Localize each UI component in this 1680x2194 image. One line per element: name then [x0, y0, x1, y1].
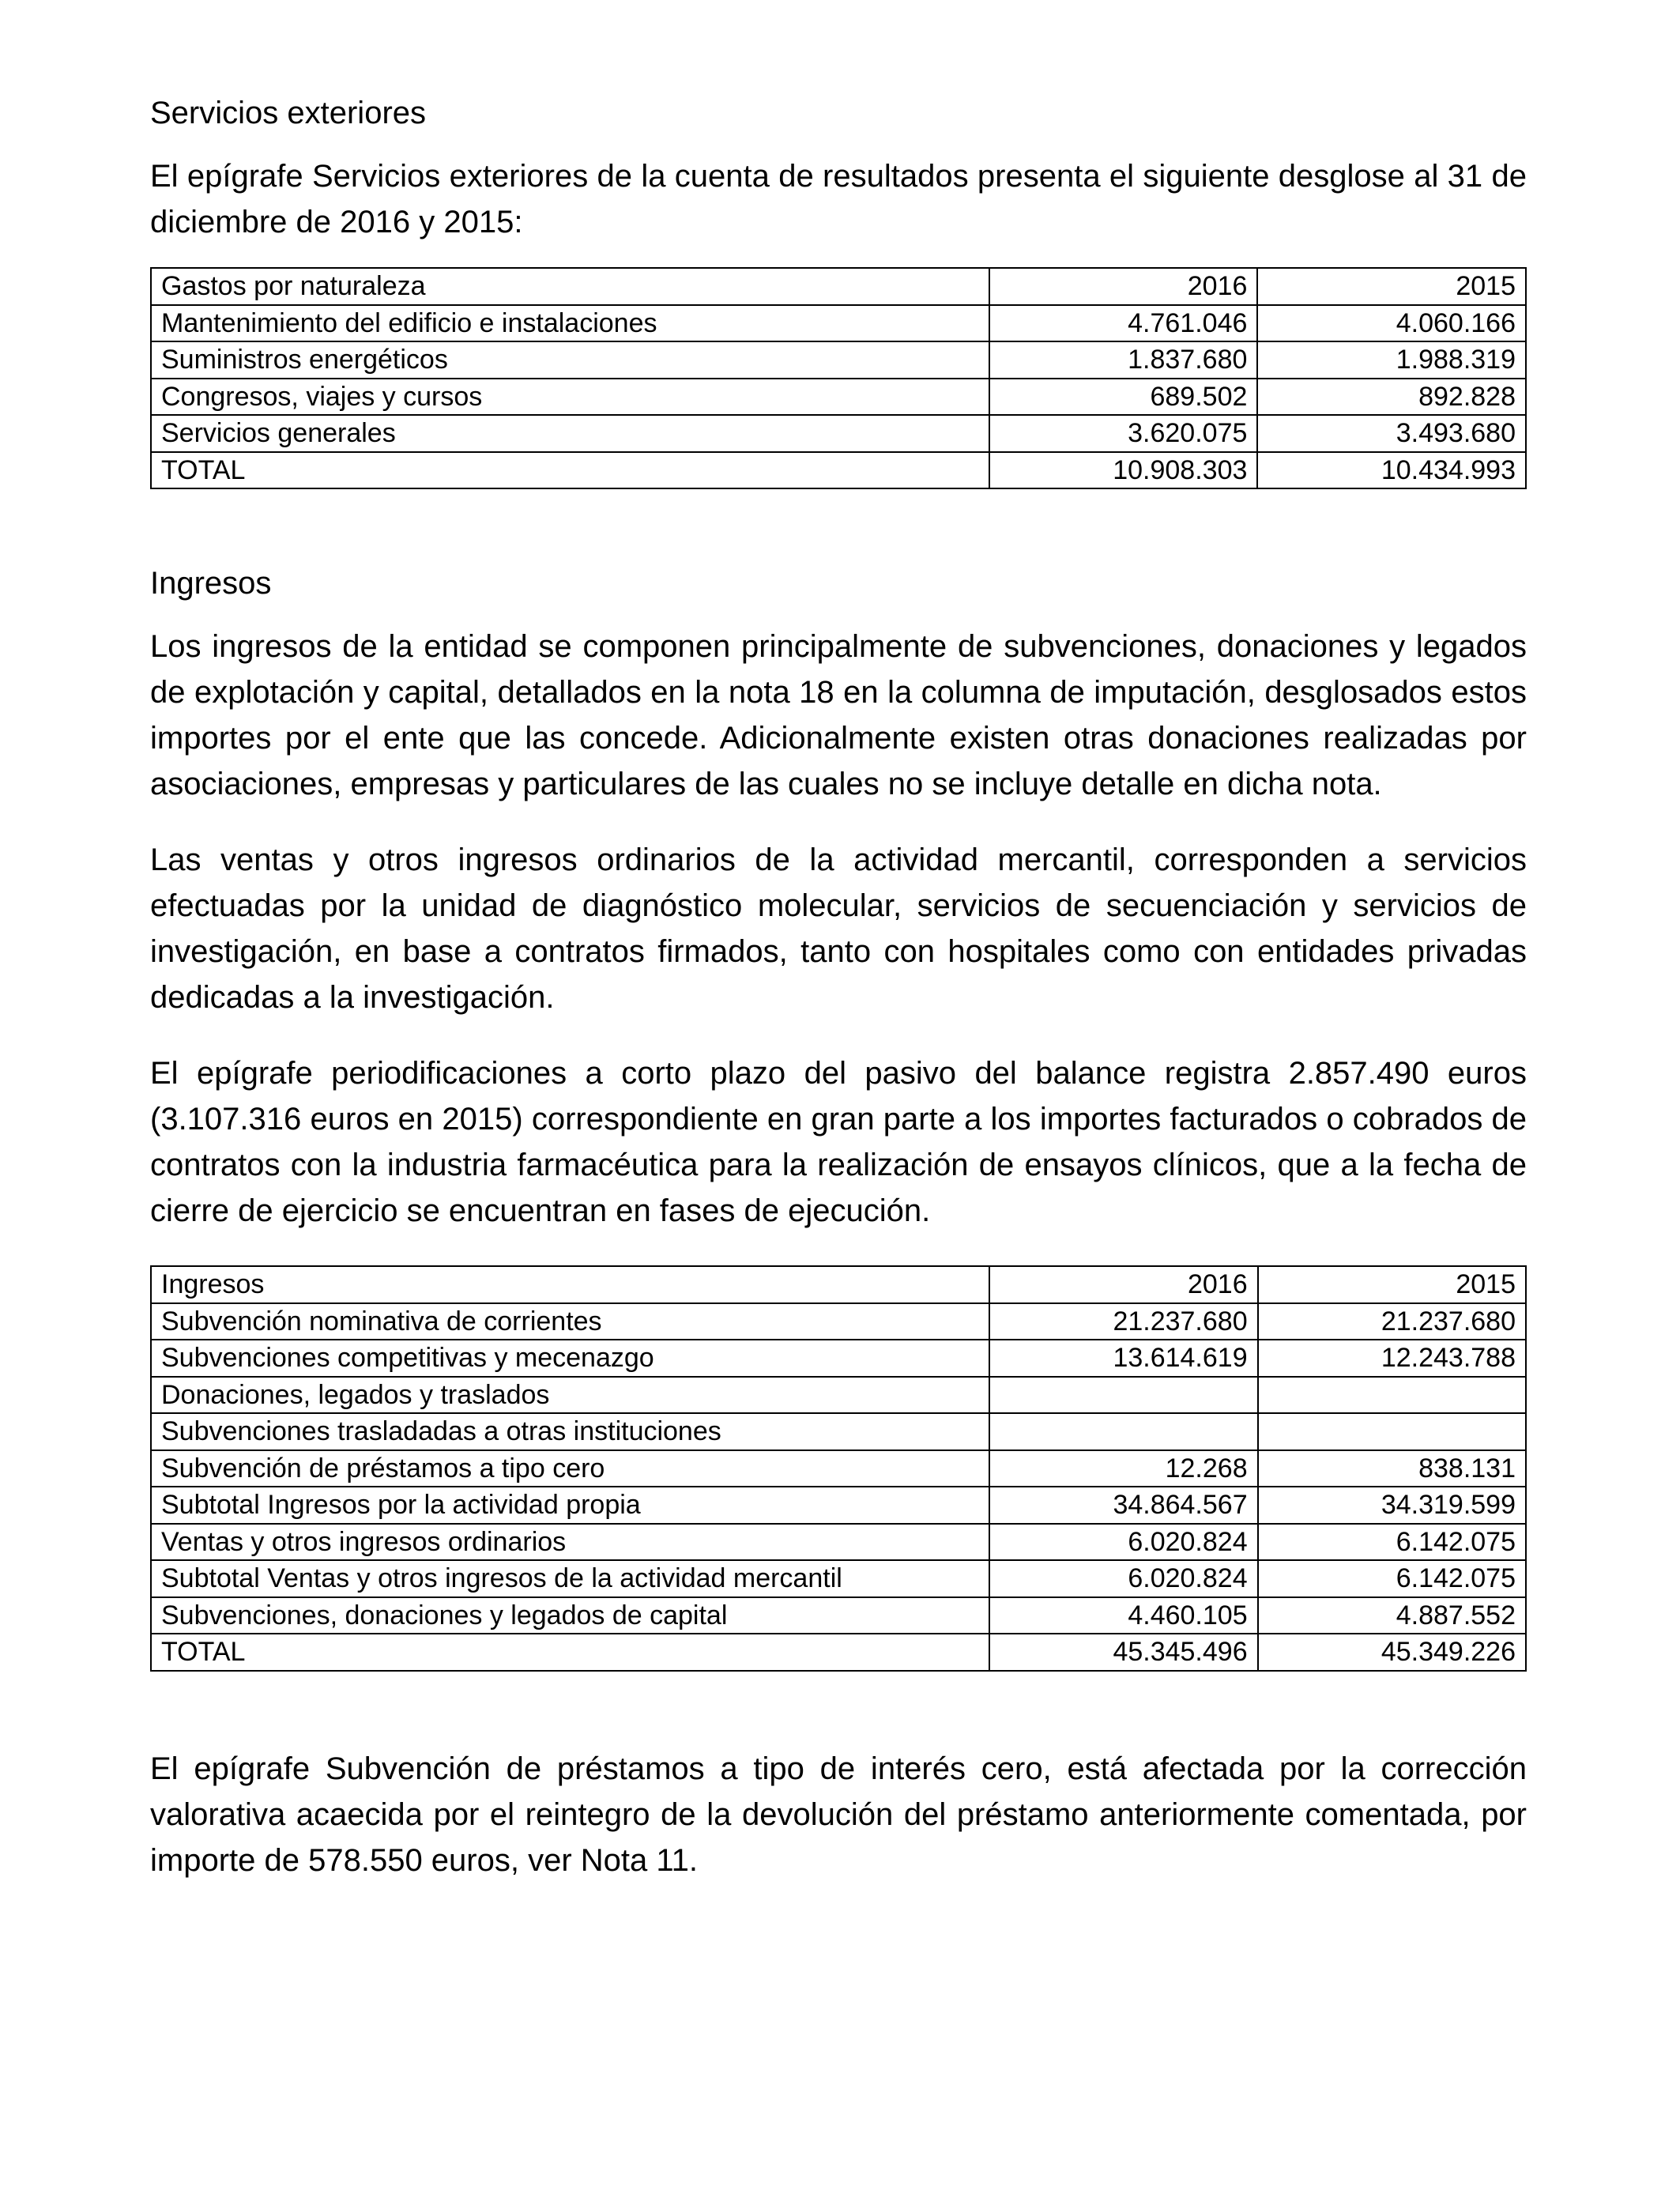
row-label: Subvención de préstamos a tipo cero [151, 1450, 989, 1487]
table-row [151, 379, 1526, 416]
row-value-2016 [989, 1413, 1257, 1450]
table-subtotal-row [151, 1560, 1526, 1597]
row-value-2016: 4.460.105 [989, 1597, 1257, 1634]
row-label: Mantenimiento del edificio e instalaciones [151, 305, 989, 342]
row-value-2016: 4.761.046 [989, 305, 1258, 342]
paragraph-ingresos-2: Las ventas y otros ingresos ordinarios de la actividad mercantil, corresponden a servicios efectuadas por la unidad de diagnóstico molecular, servicios de secuenciación y servicios de investigación, en base a contratos firmados, tanto con hospitales como con entidades privadas dedicadas a la investigación. [150, 843, 1527, 1015]
row-value-2015 [1258, 1377, 1526, 1414]
paragraph-closing: El epígrafe Subvención de préstamos a tipo de interés cero, está afectada por la corrección valorativa acaecida por el reintegro de la devolución del préstamo anteriormente comentada, por importe de 578.550 euros, ver Nota 11. [150, 1751, 1527, 1878]
row-value-2015: 10.434.993 [1257, 452, 1526, 489]
section-heading-servicios: Servicios exteriores [150, 96, 427, 130]
row-value-2015 [1258, 1413, 1526, 1450]
table-row [151, 1524, 1526, 1561]
row-value-2016: 10.908.303 [989, 452, 1258, 489]
row-value-2016: 689.502 [989, 379, 1258, 416]
row-label: Congresos, viajes y cursos [151, 379, 989, 416]
paragraph-servicios-intro: El epígrafe Servicios exteriores de la cuenta de resultados presenta el siguiente desglose al 31 de diciembre de 2016 y 2015: [150, 159, 1527, 239]
row-value-2015: 4.887.552 [1258, 1597, 1526, 1634]
table-row [151, 1303, 1526, 1340]
row-value-2015: 838.131 [1258, 1450, 1526, 1487]
row-value-2016: 13.614.619 [989, 1340, 1257, 1377]
table-row [151, 415, 1526, 452]
row-value-2016: 45.345.496 [989, 1634, 1257, 1671]
row-label: Subvenciones trasladadas a otras instituciones [151, 1413, 989, 1450]
table-total-row [151, 452, 1526, 489]
row-label: Subvenciones, donaciones y legados de capital [151, 1597, 989, 1634]
row-value-2015: 1.988.319 [1257, 341, 1526, 379]
paragraph-ingresos-3: El epígrafe periodificaciones a corto plazo del pasivo del balance registra 2.857.490 euros (3.107.316 euros en 2015) correspondiente en gran parte a los importes facturados o cobrados de contratos con la industria farmacéutica para la realización de ensayos clínicos, que a la fecha de cierre de ejercicio se encuentran en fases de ejecución. [150, 1056, 1527, 1228]
row-label: Suministros energéticos [151, 341, 989, 379]
row-label: TOTAL [151, 1634, 989, 1671]
table-row [151, 1413, 1526, 1450]
table-row [151, 1340, 1526, 1377]
table-row [151, 305, 1526, 342]
column-header-concept: Ingresos [151, 1266, 989, 1303]
row-label: Ventas y otros ingresos ordinarios [151, 1524, 989, 1561]
row-value-2016: 34.864.567 [989, 1487, 1257, 1524]
column-header-2016: 2016 [989, 268, 1258, 305]
table-header-row [151, 268, 1526, 305]
document-page [150, 93, 1527, 1883]
row-value-2015: 6.142.075 [1258, 1560, 1526, 1597]
row-label: Subtotal Ingresos por la actividad propia [151, 1487, 989, 1524]
table-header-row [151, 1266, 1526, 1303]
row-value-2015: 45.349.226 [1258, 1634, 1526, 1671]
row-value-2015: 4.060.166 [1257, 305, 1526, 342]
column-header-concept: Gastos por naturaleza [151, 268, 989, 305]
table-row [151, 1450, 1526, 1487]
table-row [151, 1597, 1526, 1634]
table-row [151, 341, 1526, 379]
table-total-row [151, 1634, 1526, 1671]
row-value-2015: 34.319.599 [1258, 1487, 1526, 1524]
table-row [151, 1377, 1526, 1414]
row-label: Servicios generales [151, 415, 989, 452]
paragraph-ingresos-1: Los ingresos de la entidad se componen principalmente de subvenciones, donaciones y legados de explotación y capital, detallados en la nota 18 en la columna de imputación, desglosados estos importes por el ente que las concede. Adicionalmente existen otras donaciones realizadas por asociaciones, empresas y particulares de las cuales no se incluye detalle en dicha nota. [150, 629, 1527, 801]
section-heading-ingresos: Ingresos [150, 566, 272, 601]
row-value-2015: 892.828 [1257, 379, 1526, 416]
row-label: Donaciones, legados y traslados [151, 1377, 989, 1414]
table-servicios-exteriores [150, 267, 1527, 489]
column-header-2015: 2015 [1258, 1266, 1526, 1303]
row-value-2016: 1.837.680 [989, 341, 1258, 379]
row-label: Subvenciones competitivas y mecenazgo [151, 1340, 989, 1377]
row-value-2016: 6.020.824 [989, 1524, 1257, 1561]
row-label: Subtotal Ventas y otros ingresos de la actividad mercantil [151, 1560, 989, 1597]
row-value-2016: 6.020.824 [989, 1560, 1257, 1597]
row-value-2015: 6.142.075 [1258, 1524, 1526, 1561]
row-value-2016: 21.237.680 [989, 1303, 1257, 1340]
row-value-2016: 3.620.075 [989, 415, 1258, 452]
row-value-2015: 21.237.680 [1258, 1303, 1526, 1340]
column-header-2016: 2016 [989, 1266, 1257, 1303]
table-ingresos [150, 1265, 1527, 1672]
row-label: Subvención nominativa de corrientes [151, 1303, 989, 1340]
row-value-2016: 12.268 [989, 1450, 1257, 1487]
table-subtotal-row [151, 1487, 1526, 1524]
column-header-2015: 2015 [1257, 268, 1526, 305]
row-value-2015: 12.243.788 [1258, 1340, 1526, 1377]
row-value-2015: 3.493.680 [1257, 415, 1526, 452]
row-label: TOTAL [151, 452, 989, 489]
row-value-2016 [989, 1377, 1257, 1414]
